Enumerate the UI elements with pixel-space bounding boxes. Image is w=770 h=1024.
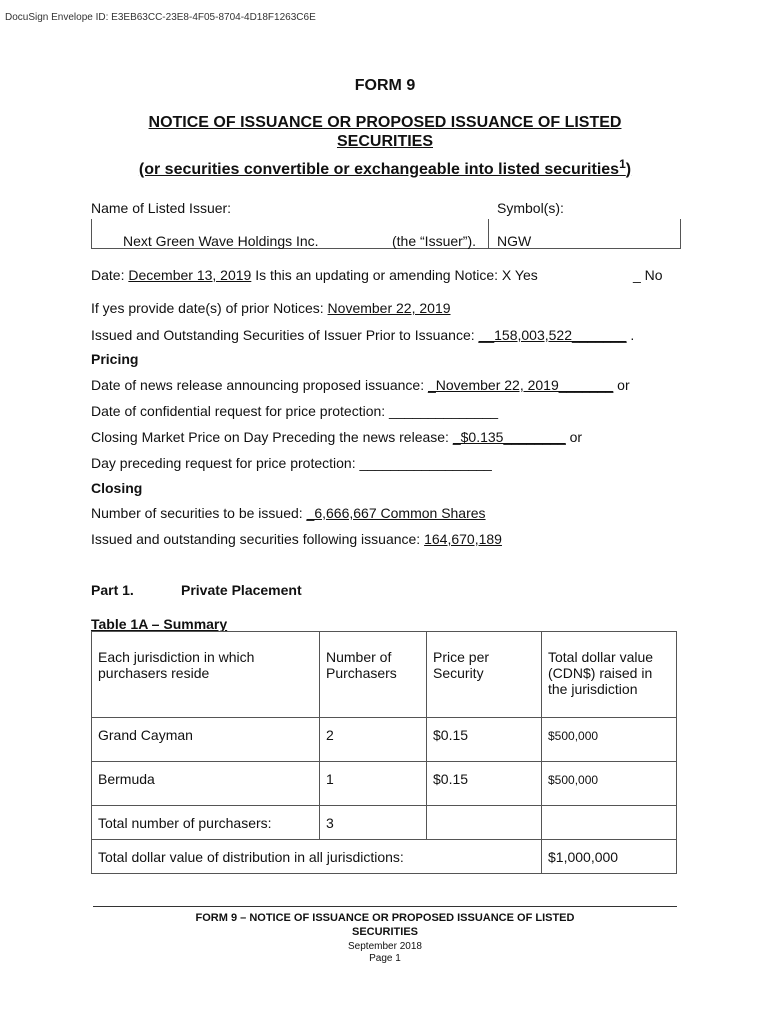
prior-notices-label: If yes provide date(s) of prior Notices: <box>91 300 328 316</box>
news-release-label: Date of news release announcing proposed issuance: <box>91 377 428 393</box>
news-release-value: _November 22, 2019_______ <box>428 377 614 393</box>
footnote-marker: 1 <box>619 157 626 171</box>
symbol-label: Symbol(s): <box>497 200 564 216</box>
row-total: $500,000 <box>542 762 677 806</box>
day-preceding-line: Day preceding request for price protection: _________________ <box>91 455 492 471</box>
outstanding-prior-line <box>91 327 634 343</box>
date-label: Date: <box>91 267 129 283</box>
total-purchasers-row <box>92 806 677 840</box>
total-purchasers-value: 3 <box>320 806 427 840</box>
table-caption: Table 1A – Summary <box>91 616 228 632</box>
table-header-row <box>92 632 677 718</box>
issuer-name-label: Name of Listed Issuer: <box>91 200 232 216</box>
row-jurisdiction: Grand Cayman <box>92 718 320 762</box>
row-purchasers: 1 <box>320 762 427 806</box>
row-jurisdiction: Bermuda <box>92 762 320 806</box>
row-total: $500,000 <box>542 718 677 762</box>
outstanding-prior-value: __158,003,522_______ <box>478 327 627 343</box>
securities-issued-label: Number of securities to be issued: <box>91 505 307 521</box>
date-line <box>91 267 538 283</box>
table-row <box>92 762 677 806</box>
form-title: FORM 9 <box>354 77 416 94</box>
table-row <box>92 718 677 762</box>
sub-title-text: (or securities convertible or exchangeable into listed securities <box>138 161 620 178</box>
outstanding-following-label: Issued and outstanding securities following issuance: <box>91 531 425 547</box>
issuer-suffix: (the “Issuer”). <box>392 233 477 249</box>
empty-cell <box>427 806 542 840</box>
closing-price-line <box>91 429 582 445</box>
securities-issued-value: _6,666,667 Common Shares <box>306 505 486 521</box>
envelope-id: DocuSign Envelope ID: E3EB63CC-23E8-4F05-8704-4D18F1263C6E <box>5 12 316 23</box>
row-purchasers: 2 <box>320 718 427 762</box>
total-value-label: Total dollar value of distribution in all jurisdictions: <box>92 840 542 874</box>
news-release-end: or <box>613 377 630 393</box>
confidential-request-line: Date of confidential request for price protection: ______________ <box>91 403 499 419</box>
main-title: NOTICE OF ISSUANCE OR PROPOSED ISSUANCE OF LISTED SECURITIES <box>148 114 622 150</box>
prior-notices-value: November 22, 2019 <box>327 300 451 316</box>
footer-title: FORM 9 – NOTICE OF ISSUANCE OR PROPOSED ISSUANCE OF LISTED SECURITIES <box>195 912 575 938</box>
issuer-divider <box>488 219 489 248</box>
footer-rule <box>93 906 677 907</box>
header-purchasers: Number of Purchasers <box>320 632 427 718</box>
sub-title-close: ) <box>625 161 632 178</box>
part-title: Private Placement <box>181 582 302 598</box>
closing-price-label: Closing Market Price on Day Preceding the news release: <box>91 429 453 445</box>
total-value-value: $1,000,000 <box>542 840 677 874</box>
row-price: $0.15 <box>427 762 542 806</box>
symbol-value: NGW <box>497 233 532 249</box>
footer-date: September 2018 <box>348 941 422 952</box>
date-value: December 13, 2019 <box>128 267 252 283</box>
sub-title <box>0 157 770 179</box>
footer-page: Page 1 <box>369 953 401 964</box>
outstanding-prior-end: . <box>626 327 635 343</box>
amend-question: Is this an updating or amending Notice: X Yes <box>251 267 538 283</box>
closing-heading: Closing <box>91 480 143 496</box>
pricing-heading: Pricing <box>91 351 139 367</box>
prior-notices-line <box>91 300 451 316</box>
outstanding-prior-label: Issued and Outstanding Securities of Issuer Prior to Issuance: <box>91 327 479 343</box>
outstanding-following-line <box>91 531 502 547</box>
total-value-row <box>92 840 677 874</box>
header-total: Total dollar value (CDN$) raised in the jurisdiction <box>542 632 677 718</box>
header-price: Price per Security <box>427 632 542 718</box>
summary-table <box>91 631 677 874</box>
closing-price-end: or <box>565 429 583 445</box>
empty-cell <box>542 806 677 840</box>
closing-price-value: _$0.135________ <box>452 429 566 445</box>
news-release-line <box>91 377 630 393</box>
amend-no: _ No <box>633 267 663 283</box>
total-purchasers-label: Total number of purchasers: <box>92 806 320 840</box>
part-number: Part 1. <box>91 582 134 598</box>
row-price: $0.15 <box>427 718 542 762</box>
issuer-name-value: Next Green Wave Holdings Inc. <box>123 233 319 249</box>
outstanding-following-value: 164,670,189 <box>424 531 502 547</box>
header-jurisdiction: Each jurisdiction in which purchasers reside <box>92 632 320 718</box>
securities-issued-line <box>91 505 486 521</box>
